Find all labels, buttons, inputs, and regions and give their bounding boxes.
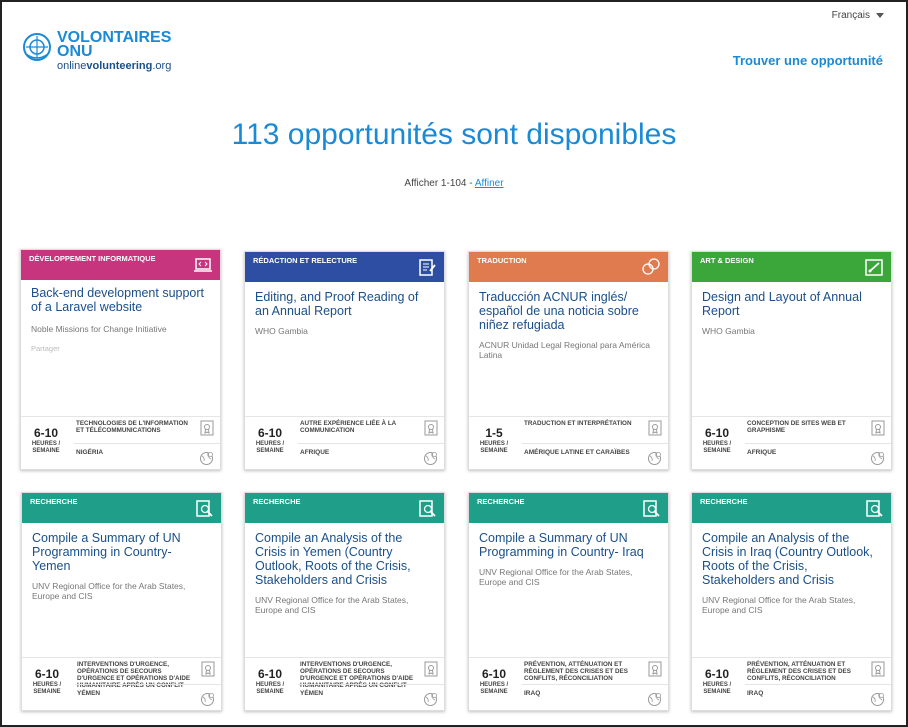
card-organization: UNV Regional Office for the Arab States, Europe and CIS (479, 567, 633, 587)
results-summary (0, 178, 908, 189)
opportunity-card[interactable] (244, 251, 445, 470)
card-skill: AUTRE EXPÉRIENCE LIÉE À LA COMMUNICATION (300, 420, 396, 434)
card-organization: UNV Regional Office for the Arab States, Europe and CIS (32, 581, 186, 601)
hours-value: 6-10 (704, 426, 730, 440)
logo-url-b: volunteering (86, 60, 153, 72)
card-footer (245, 416, 444, 469)
hours-value: 6-10 (704, 667, 730, 681)
certificate-icon (871, 661, 885, 677)
edit-document-icon (417, 257, 437, 277)
opportunity-card[interactable] (691, 251, 892, 470)
card-category: RECHERCHE (477, 497, 525, 506)
logo-url-a: online (57, 60, 87, 72)
find-opportunity-link[interactable]: Trouver une opportunité (732, 53, 883, 68)
card-region: AFRIQUE (747, 449, 777, 456)
hours-per-week (21, 417, 71, 469)
certificate-icon (871, 420, 885, 436)
logo-url-c: .org (152, 60, 172, 72)
opportunity-card[interactable] (20, 249, 221, 470)
card-title[interactable]: Compile an Analysis of the Crisis in Iraq (Country Outlook, Roots of the Crisis, Stakeholders and Crisis (702, 531, 873, 587)
hours-value: 6-10 (257, 426, 283, 440)
certificate-icon (648, 661, 662, 677)
card-organization: WHO Gambia (702, 326, 755, 336)
hours-per-week (22, 658, 72, 710)
footer-divider (298, 684, 444, 685)
footer-divider (298, 443, 444, 444)
opportunity-card[interactable] (21, 492, 222, 711)
globe-icon (647, 451, 662, 466)
logo-url (57, 60, 171, 72)
globe-icon (423, 692, 438, 707)
card-title[interactable]: Design and Layout of Annual Report (702, 290, 862, 318)
card-title[interactable]: Compile a Summary of UN Programming in Country- Iraq (479, 531, 644, 559)
card-organization: WHO Gambia (255, 326, 308, 336)
opportunity-card[interactable] (468, 492, 669, 711)
hours-value: 1-5 (485, 426, 503, 440)
hours-unit: HEURES / SEMAINE (702, 441, 732, 454)
card-category-band (22, 493, 221, 523)
hours-unit: HEURES / SEMAINE (32, 682, 62, 695)
card-region: AMÉRIQUE LATINE ET CARAÏBES (524, 449, 630, 456)
card-category-band (469, 493, 668, 523)
card-category: TRADUCTION (477, 256, 527, 265)
language-selector[interactable] (832, 10, 884, 21)
card-category-band (21, 250, 220, 280)
language-label: Français (831, 10, 870, 21)
card-organization: UNV Regional Office for the Arab States, Europe and CIS (702, 595, 856, 615)
card-category: RECHERCHE (700, 497, 748, 506)
card-skill: TRADUCTION ET INTERPRÉTATION (524, 420, 632, 427)
certificate-icon (200, 420, 214, 436)
hours-unit: HEURES / SEMAINE (479, 441, 509, 454)
footer-divider (522, 684, 668, 685)
card-region: YÉMEN (300, 690, 324, 697)
chevron-down-icon (876, 13, 884, 18)
showing-text: Afficher 1-104 - (404, 178, 475, 189)
research-icon (864, 498, 884, 518)
research-icon (417, 498, 437, 518)
card-category: RÉDACTION ET RELECTURE (253, 256, 358, 265)
card-footer (22, 657, 221, 710)
card-skill: TECHNOLOGIES DE L'INFORMATION ET TÉLÉCOMMUNICATIONS (76, 420, 188, 434)
hours-unit: HEURES / SEMAINE (255, 441, 285, 454)
globe-icon (870, 692, 885, 707)
hours-value: 6-10 (481, 667, 507, 681)
card-category-band (469, 252, 668, 282)
globe-icon (423, 451, 438, 466)
page-title: 113 opportunités sont disponibles (231, 118, 677, 151)
translation-icon (641, 257, 661, 277)
card-region: NIGÉRIA (76, 449, 104, 456)
card-category-band (245, 252, 444, 282)
laptop-code-icon (193, 255, 213, 275)
certificate-icon (424, 661, 438, 677)
card-title[interactable]: Compile an Analysis of the Crisis in Yemen (Country Outlook, Roots of the Crisis, Stakeholders and Crisis (255, 531, 411, 587)
refine-link[interactable]: Affiner (474, 178, 504, 189)
card-skill: CONCEPTION DE SITES WEB ET GRAPHISME (747, 420, 846, 434)
card-footer (692, 416, 891, 469)
footer-divider (74, 443, 220, 444)
globe-icon (199, 451, 214, 466)
card-region: YÉMEN (77, 690, 101, 697)
footer-divider (745, 684, 891, 685)
card-title[interactable]: Editing, and Proof Reading of an Annual Report (255, 290, 419, 318)
research-icon (194, 498, 214, 518)
card-category: RECHERCHE (30, 497, 78, 506)
card-organization: Noble Missions for Change Initiative (31, 324, 167, 334)
card-skill: INTERVENTIONS D'URGENCE, OPÉRATIONS DE SECOURS D'URGENCE ET OPÉRATIONS D'AIDE HUMANITAIRE APRÈS UN CONFLIT (300, 661, 414, 689)
card-footer (692, 657, 891, 710)
globe-icon (647, 692, 662, 707)
card-title[interactable]: Traducción ACNUR inglés/ español de una noticia sobre niñez refugiada (479, 290, 639, 332)
opportunity-card[interactable] (468, 251, 669, 470)
hours-unit: HEURES / SEMAINE (702, 682, 732, 695)
card-category-band (692, 252, 891, 282)
footer-divider (522, 443, 668, 444)
hours-unit: HEURES / SEMAINE (255, 682, 285, 695)
card-category: ART & DESIGN (700, 256, 754, 265)
hours-value: 6-10 (33, 426, 59, 440)
certificate-icon (648, 420, 662, 436)
hours-unit: HEURES / SEMAINE (479, 682, 509, 695)
card-skill: INTERVENTIONS D'URGENCE, OPÉRATIONS DE SECOURS D'URGENCE ET OPÉRATIONS D'AIDE HUMANITAIRE APRÈS UN CONFLIT (77, 661, 191, 689)
globe-icon (870, 451, 885, 466)
card-title[interactable]: Back-end development support of a Laravel website (31, 286, 205, 314)
card-title[interactable]: Compile a Summary of UN Programming in Country- Yemen (32, 531, 181, 573)
card-footer (21, 416, 220, 469)
opportunity-card[interactable] (244, 492, 445, 711)
card-organization: ACNUR Unidad Legal Regional para América Latina (479, 340, 651, 360)
opportunity-card[interactable] (691, 492, 892, 711)
hours-value: 6-10 (34, 667, 60, 681)
hours-per-week (692, 417, 742, 469)
hours-per-week (245, 417, 295, 469)
card-category: RECHERCHE (253, 497, 301, 506)
share-link[interactable]: Partager (31, 344, 60, 353)
globe-icon (200, 692, 215, 707)
card-skill: PRÉVENTION, ATTÉNUATION ET RÈGLEMENT DES CRISES ET DES CONFLITS, RÉCONCILIATION (524, 661, 628, 682)
logo-line2: ONU (57, 43, 93, 60)
card-footer (245, 657, 444, 710)
card-region: IRAQ (524, 690, 541, 697)
card-category: DÉVELOPPEMENT INFORMATIQUE (29, 254, 156, 263)
card-category-band (692, 493, 891, 523)
footer-divider (745, 443, 891, 444)
hours-per-week (245, 658, 295, 710)
hours-per-week (469, 417, 519, 469)
research-icon (641, 498, 661, 518)
hours-per-week (692, 658, 742, 710)
card-footer (469, 416, 668, 469)
un-emblem-icon (22, 32, 52, 62)
hours-per-week (469, 658, 519, 710)
footer-divider (75, 684, 221, 685)
card-category-band (245, 493, 444, 523)
certificate-icon (424, 420, 438, 436)
logo-line1: VOLONTAIRES (57, 29, 172, 46)
brush-icon (864, 257, 884, 277)
hours-value: 6-10 (257, 667, 283, 681)
card-footer (469, 657, 668, 710)
card-organization: UNV Regional Office for the Arab States, Europe and CIS (255, 595, 409, 615)
card-region: IRAQ (747, 690, 764, 697)
hours-unit: HEURES / SEMAINE (31, 441, 61, 454)
certificate-icon (201, 661, 215, 677)
card-region: AFRIQUE (300, 449, 330, 456)
card-skill: PRÉVENTION, ATTÉNUATION ET RÈGLEMENT DES CRISES ET DES CONFLITS, RÉCONCILIATION (747, 661, 851, 682)
